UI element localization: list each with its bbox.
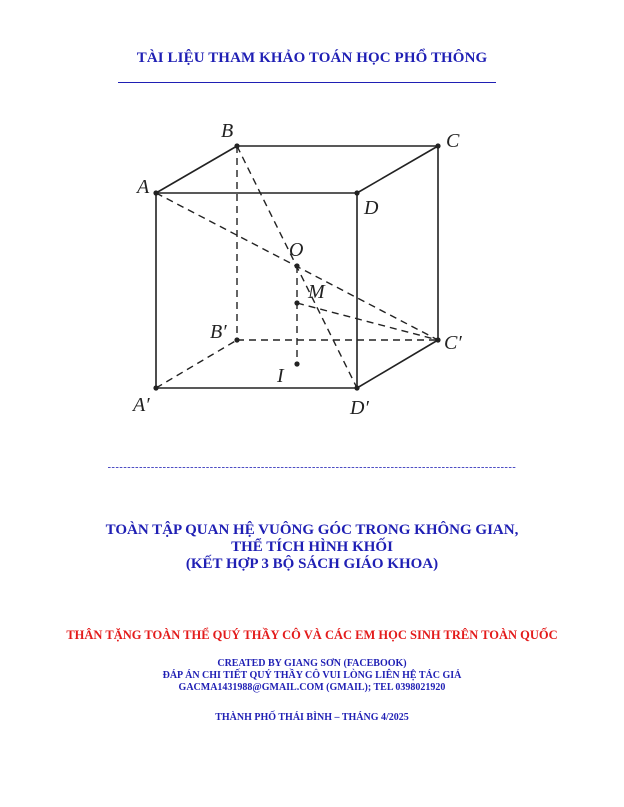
dashed-divider: -------------------------------------------------------------------------------------------------------- <box>107 462 517 473</box>
label-I: I <box>277 365 284 387</box>
credits-author: CREATED BY GIANG SƠN (FACEBOOK) <box>217 658 407 669</box>
edge-D-C <box>357 146 438 193</box>
label-M: M <box>308 281 325 303</box>
point-D <box>354 190 359 195</box>
point-B1 <box>234 337 239 342</box>
page-header-title: TÀI LIỆU THAM KHẢO TOÁN HỌC PHỔ THÔNG <box>136 50 488 66</box>
point-C <box>435 143 440 148</box>
point-D1 <box>354 385 359 390</box>
point-A1 <box>153 385 158 390</box>
edge-D1-C1 <box>357 340 438 388</box>
credits-block <box>0 658 624 694</box>
label-C1: C′ <box>444 332 462 354</box>
book-title-line-3: (KẾT HỢP 3 BỘ SÁCH GIÁO KHOA) <box>185 556 439 572</box>
edge-A1-B1 <box>156 340 237 388</box>
point-A <box>153 190 158 195</box>
label-B1: B′ <box>210 321 227 343</box>
credits-email-phone: GACMA1431988@GMAIL.COM (GMAIL); TEL 0398021920 <box>178 682 446 693</box>
book-title-line-1: TOÀN TẬP QUAN HỆ VUÔNG GÓC TRONG KHÔNG GIAN, <box>105 522 519 538</box>
label-B: B <box>221 120 234 142</box>
book-title-line-2: THỂ TÍCH HÌNH KHỐI <box>231 539 393 555</box>
dedication-text: THÂN TẶNG TOÀN THỂ QUÝ THẦY CÔ VÀ CÁC EM HỌC SINH TRÊN TOÀN QUỐC <box>66 628 558 642</box>
point-C1 <box>435 337 440 342</box>
point-M <box>294 300 299 305</box>
place-date: THÀNH PHỐ THÁI BÌNH – THÁNG 4/2025 <box>215 712 409 723</box>
edge-A-B <box>156 146 237 193</box>
point-O <box>294 263 299 268</box>
point-I <box>294 361 299 366</box>
label-C: C <box>446 130 460 152</box>
label-A: A <box>137 176 150 198</box>
label-A1: A′ <box>133 394 150 416</box>
book-title <box>0 522 624 573</box>
label-O: O <box>289 239 304 261</box>
credits-contact-note: ĐÁP ÁN CHI TIẾT QUÝ THẦY CÔ VUI LÒNG LIÊN HỆ TÁC GIẢ <box>162 670 462 681</box>
label-D: D <box>364 197 379 219</box>
label-D1: D′ <box>350 397 369 419</box>
point-B <box>234 143 239 148</box>
